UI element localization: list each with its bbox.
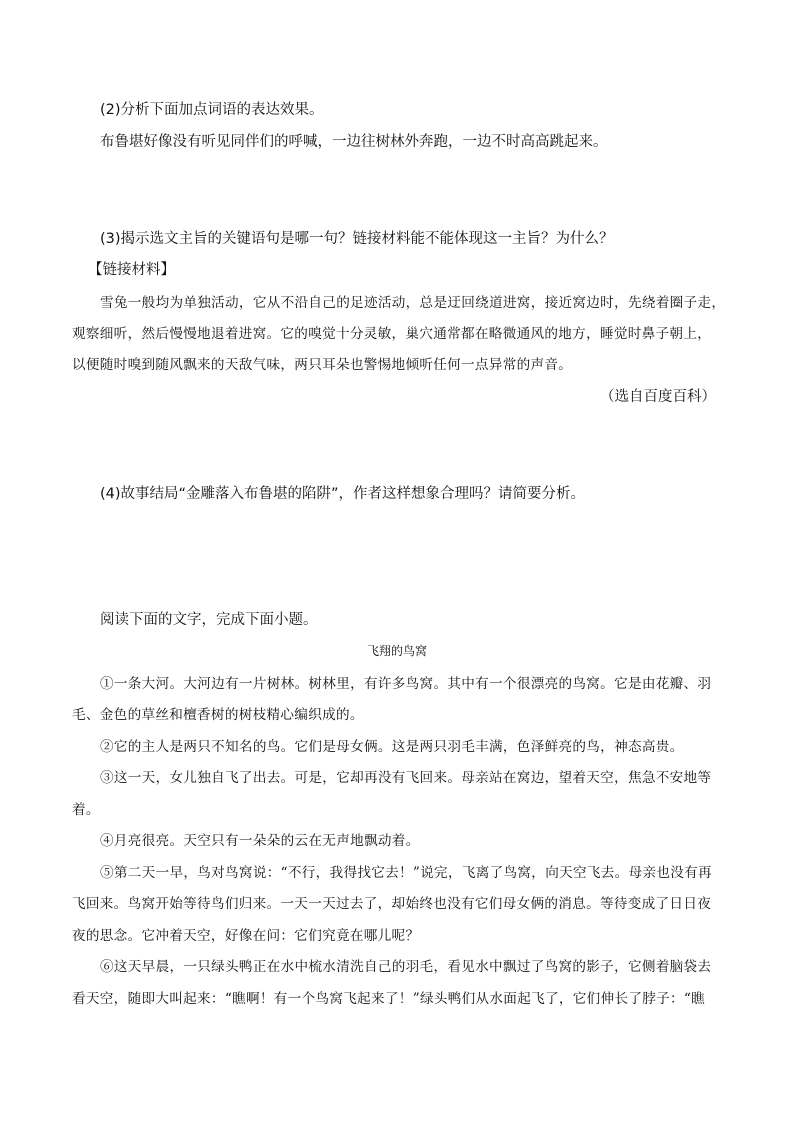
material-line: 雪兔一般均为单独活动，它从不沿自己的足迹活动，总是迂回绕道进窝，接近窝边时，先绕着圈子走， bbox=[100, 295, 726, 311]
question-2-sentence: 布鲁堪好像没有听见同伴们的呼喊，一边往树林外奔跑，一边不时高高跳起来。 bbox=[100, 134, 608, 150]
passage-line: ④月亮很亮。天空只有一朵朵的云在无声地飘动着。 bbox=[100, 833, 420, 849]
passage-line: 看天空，随即大叫起来：“瞧啊！有一个鸟窝飞起来了！”绿头鸭们从水面起飞了，它们伸长了脖子：“瞧 bbox=[72, 991, 706, 1007]
question-3-prompt: (3)揭示选文主旨的关键语句是哪一句？链接材料能不能体现这一主旨？为什么？ bbox=[100, 231, 614, 247]
passage-line: 毛、金色的草丝和檀香树的树枝精心编织成的。 bbox=[72, 707, 364, 723]
passage-line: ⑥这天早晨，一只绿头鸭正在水中梳水清洗自己的羽毛，看见水中飘过了鸟窝的影子，它侧着脑袋去 bbox=[100, 959, 712, 975]
passage-title: 飞翔的鸟窝 bbox=[366, 644, 427, 658]
passage-line: 着。 bbox=[72, 802, 100, 818]
passage-line: ①一条大河。大河边有一片树林。树林里，有许多鸟窝。其中有一个很漂亮的鸟窝。它是由花瓣、羽 bbox=[100, 676, 712, 692]
material-source: （选自百度百科） bbox=[600, 389, 716, 405]
material-line: 观察细听，然后慢慢地退着进窝。它的嗅觉十分灵敏，巢穴通常都在略微通风的地方，睡觉时鼻子朝上， bbox=[72, 326, 712, 342]
material-line: 以便随时嗅到随风飘来的天敌气味，两只耳朵也警惕地倾听任何一点异常的声音。 bbox=[72, 357, 573, 373]
passage-line: 夜的思念。它冲着天空，好像在问：它们究竟在哪儿呢？ bbox=[72, 928, 420, 944]
passage-line: ②它的主人是两只不知名的鸟。它们是母女俩。这是两只羽毛丰满，色泽鲜亮的鸟，神态高贵。 bbox=[100, 739, 684, 755]
linked-material-heading: 【链接材料】 bbox=[88, 262, 175, 278]
passage-line: 飞回来。鸟窝开始等待鸟们归来。一天一天过去了，却始终也没有它们母女俩的消息。等待变成了日日夜 bbox=[72, 896, 712, 912]
passage-line: ⑤第二天一早，鸟对鸟窝说：“不行，我得找它去！”说完，飞离了鸟窝，向天空飞去。母亲也没有再 bbox=[100, 865, 712, 881]
question-4-prompt: (4)故事结局“金雕落入布鲁堪的陷阱”，作者这样想象合理吗？请简要分析。 bbox=[100, 486, 586, 502]
reading-instruction: 阅读下面的文字，完成下面小题。 bbox=[100, 612, 318, 628]
question-2-prompt: (2)分析下面加点词语的表达效果。 bbox=[100, 102, 324, 118]
passage-line: ③这一天，女儿独自飞了出去。可是，它却再没有飞回来。母亲站在窝边，望着天空，焦急不安地等 bbox=[100, 770, 712, 786]
